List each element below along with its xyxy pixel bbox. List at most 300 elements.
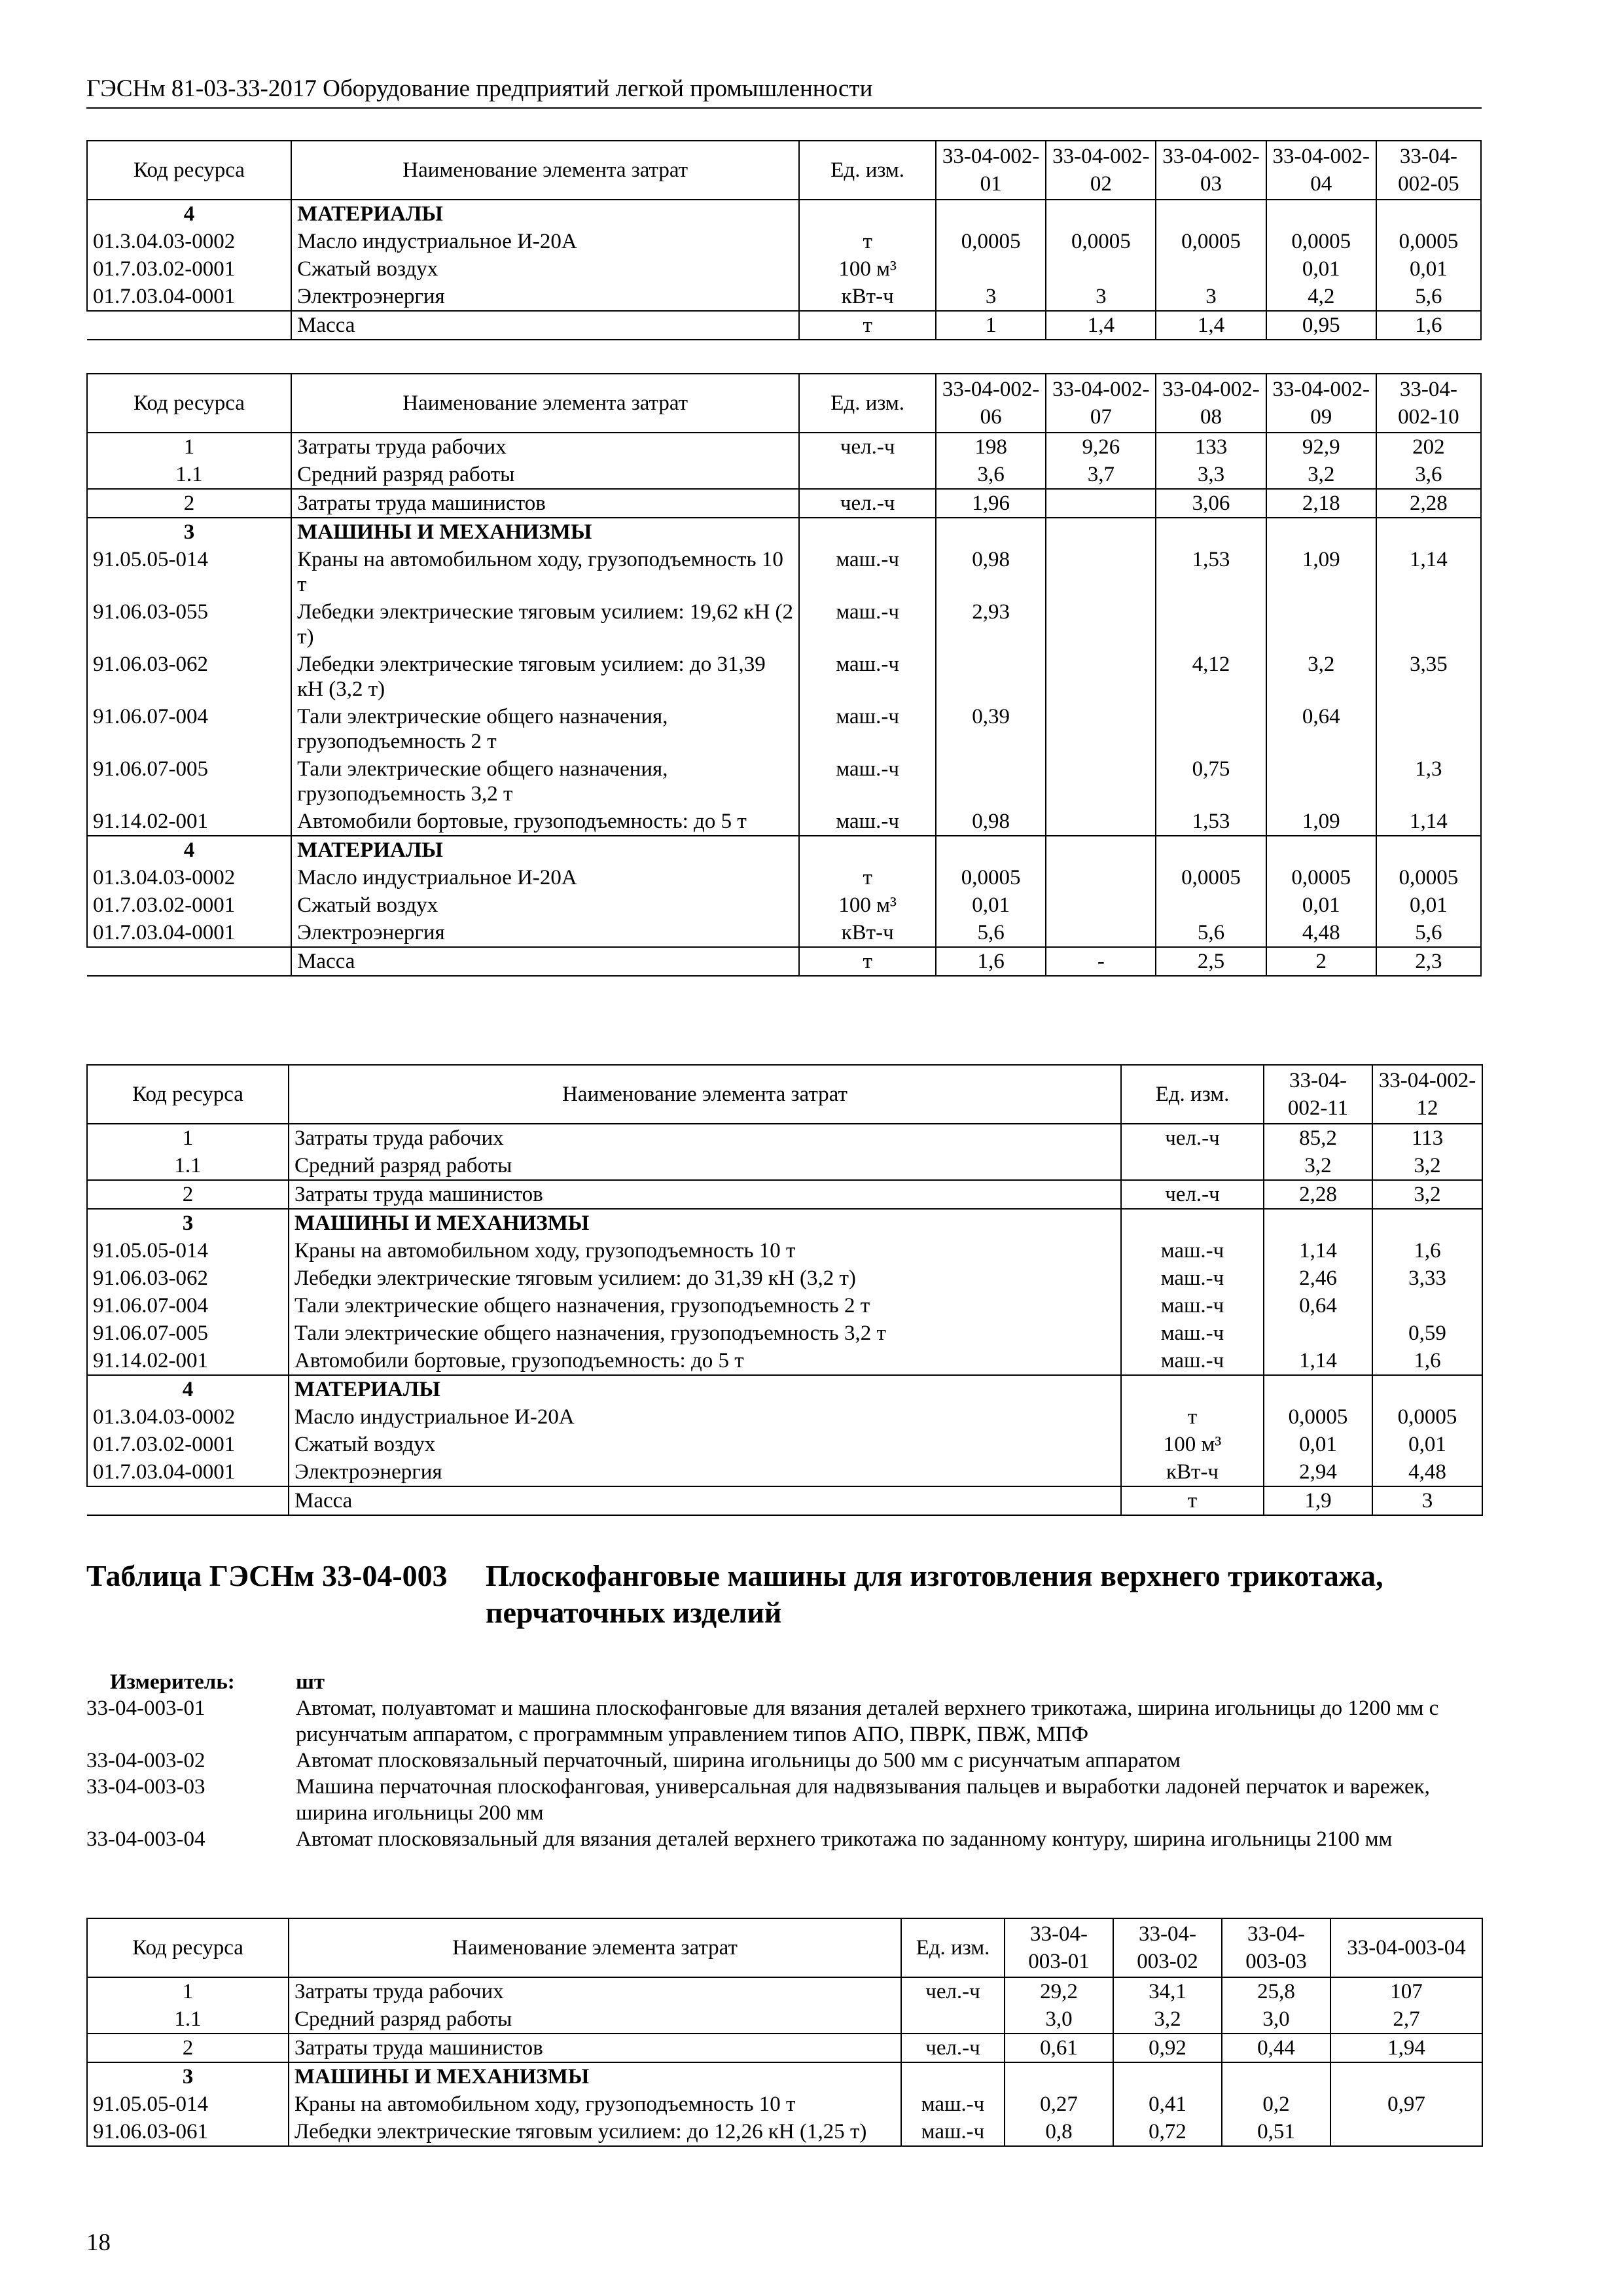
value-cell [1156, 255, 1266, 283]
resource-table-1 [86, 140, 1482, 340]
table-row [87, 2090, 1482, 2118]
table-row [87, 1403, 1482, 1431]
unit-cell: маш.-ч [799, 651, 936, 703]
resource-name: Электроэнергия [291, 919, 799, 947]
table-row [87, 808, 1481, 836]
resource-code: 91.14.02-001 [87, 1347, 289, 1375]
resource-code: 91.06.07-004 [87, 1292, 289, 1319]
resource-name: Масло индустриальное И-20А [291, 864, 799, 891]
value-cell: 3 [1156, 283, 1266, 311]
resource-code: 01.3.04.03-0002 [87, 228, 291, 255]
section-name: МАШИНЫ И МЕХАНИЗМЫ [289, 1209, 1121, 1237]
unit-cell [1121, 1209, 1264, 1237]
unit-cell: чел.-ч [1121, 1124, 1264, 1152]
header-col: 33-04-002-11 [1264, 1065, 1372, 1124]
unit-cell: маш.-ч [901, 2118, 1005, 2146]
resource-code: 01.7.03.02-0001 [87, 891, 291, 919]
value-cell: 0,0005 [1156, 228, 1266, 255]
section-header-row [87, 1375, 1482, 1403]
value-cell: 3,0 [1005, 2005, 1113, 2034]
resource-code: 01.7.03.02-0001 [87, 255, 291, 283]
value-cell: 0,0005 [1264, 1403, 1372, 1431]
value-cell: 4,48 [1266, 919, 1376, 947]
item-text: Автомат плосковязальный для вязания деталей верхнего трикотажа по заданному контуру, ширина игольницы 2100 мм [296, 1827, 1393, 1851]
value-cell: 1,4 [1156, 311, 1266, 340]
resource-name: Краны на автомобильном ходу, грузоподъемность 10 т [291, 546, 799, 598]
table-row [87, 433, 1481, 461]
resource-name: Автомобили бортовые, грузоподъемность: до 5 т [291, 808, 799, 836]
section-name: МАТЕРИАЛЫ [291, 200, 799, 228]
resource-name: Средний разряд работы [289, 2005, 901, 2034]
value-cell [1005, 2062, 1113, 2090]
value-cell [1046, 919, 1156, 947]
section-name: МАШИНЫ И МЕХАНИЗМЫ [291, 518, 799, 546]
value-cell: 2,3 [1376, 947, 1481, 976]
unit-cell [901, 2062, 1005, 2090]
value-cell: 3,2 [1264, 1152, 1372, 1180]
table-header-row [87, 1918, 1482, 1977]
value-cell: 1,53 [1156, 808, 1266, 836]
unit-cell: чел.-ч [901, 1977, 1005, 2005]
header-code: Код ресурса [87, 141, 291, 200]
table-row [87, 1292, 1482, 1319]
value-cell [936, 255, 1046, 283]
value-cell: 2,7 [1330, 2005, 1482, 2034]
value-cell: 0,64 [1266, 703, 1376, 755]
table-row [87, 2034, 1482, 2062]
resource-code: 01.7.03.04-0001 [87, 1458, 289, 1486]
resource-name: Лебедки электрические тяговым усилием: до 31,39 кН (3,2 т) [289, 1265, 1121, 1292]
value-cell [1046, 836, 1156, 864]
value-cell: 29,2 [1005, 1977, 1113, 2005]
value-cell: 1,94 [1330, 2034, 1482, 2062]
value-cell [1266, 518, 1376, 546]
measure-label: Измеритель: [110, 1670, 235, 1694]
resource-code: 1.1 [87, 1152, 289, 1180]
unit-cell [901, 2005, 1005, 2034]
value-cell [1113, 2062, 1222, 2090]
resource-code: 1.1 [87, 461, 291, 489]
value-cell [1046, 703, 1156, 755]
resource-name: Краны на автомобильном ходу, грузоподъемность 10 т [289, 2090, 901, 2118]
table-row [87, 255, 1481, 283]
value-cell [1046, 808, 1156, 836]
header-col: 33-04-002-02 [1046, 141, 1156, 200]
value-cell [1046, 755, 1156, 808]
resource-code: 01.7.03.04-0001 [87, 919, 291, 947]
table-header-row [87, 1065, 1482, 1124]
mass-row [87, 1486, 1482, 1515]
value-cell: 1,6 [1376, 311, 1481, 340]
resource-code [87, 1486, 289, 1515]
resource-name: Сжатый воздух [291, 891, 799, 919]
value-cell: 0,0005 [936, 228, 1046, 255]
unit-cell [799, 836, 936, 864]
unit-cell: маш.-ч [1121, 1237, 1264, 1265]
resource-code: 01.7.03.04-0001 [87, 283, 291, 311]
value-cell [1046, 200, 1156, 228]
value-cell: 3 [936, 283, 1046, 311]
section-code: 4 [87, 836, 291, 864]
header-name: Наименование элемента затрат [291, 374, 799, 433]
resource-table-2 [86, 373, 1482, 977]
section-header-row [87, 200, 1481, 228]
resource-code: 2 [87, 1180, 289, 1209]
table-row [87, 891, 1481, 919]
table-row [87, 1237, 1482, 1265]
value-cell [1156, 836, 1266, 864]
header-unit: Ед. изм. [799, 374, 936, 433]
value-cell: 0,41 [1113, 2090, 1222, 2118]
header-code: Код ресурса [87, 1918, 289, 1977]
value-cell: 1,09 [1266, 546, 1376, 598]
measure-description [86, 1669, 1482, 1852]
resource-code: 91.06.03-061 [87, 2118, 289, 2146]
value-cell: 2,5 [1156, 947, 1266, 976]
unit-cell: т [799, 947, 936, 976]
value-cell: 0,51 [1222, 2118, 1330, 2146]
page-header: ГЭСНм 81-03-33-2017 Оборудование предприятий легкой промышленности [86, 72, 1482, 109]
value-cell: 1,3 [1376, 755, 1481, 808]
section-header-row [87, 1209, 1482, 1237]
resource-code: 91.06.03-062 [87, 651, 291, 703]
table-row [87, 1180, 1482, 1209]
resource-name: Масса [291, 311, 799, 340]
value-cell: 0,98 [936, 808, 1046, 836]
header-col: 33-04-002-08 [1156, 374, 1266, 433]
item-code: 33-04-003-03 [86, 1775, 205, 1799]
value-cell [936, 755, 1046, 808]
value-cell: 1,4 [1046, 311, 1156, 340]
value-cell: 3,6 [1376, 461, 1481, 489]
value-cell: 202 [1376, 433, 1481, 461]
header-col: 33-04-003-01 [1005, 1918, 1113, 1977]
unit-cell: кВт-ч [799, 283, 936, 311]
value-cell: 3,2 [1266, 651, 1376, 703]
value-cell: 3,35 [1376, 651, 1481, 703]
measure-item [86, 1748, 1482, 1774]
value-cell [936, 200, 1046, 228]
measure-item [86, 1695, 1482, 1748]
value-cell: 4,48 [1372, 1458, 1482, 1486]
value-cell: 0,61 [1005, 2034, 1113, 2062]
value-cell [1046, 546, 1156, 598]
unit-cell: 100 м³ [799, 255, 936, 283]
value-cell: 25,8 [1222, 1977, 1330, 2005]
section-code: 3 [87, 2062, 289, 2090]
table-row [87, 919, 1481, 947]
value-cell: 85,2 [1264, 1124, 1372, 1152]
resource-code: 2 [87, 2034, 289, 2062]
resource-name: Тали электрические общего назначения, грузоподъемность 3,2 т [291, 755, 799, 808]
table-row [87, 1265, 1482, 1292]
header-code: Код ресурса [87, 374, 291, 433]
unit-cell: маш.-ч [1121, 1347, 1264, 1375]
resource-name: Масса [289, 1486, 1121, 1515]
value-cell [1372, 1209, 1482, 1237]
value-cell: 3 [1372, 1486, 1482, 1515]
table-row [87, 1431, 1482, 1458]
resource-name: Затраты труда машинистов [289, 1180, 1121, 1209]
value-cell: 0,0005 [1376, 228, 1481, 255]
value-cell [936, 836, 1046, 864]
value-cell [1376, 703, 1481, 755]
unit-cell: маш.-ч [1121, 1319, 1264, 1347]
resource-code: 01.3.04.03-0002 [87, 864, 291, 891]
resource-name: Масло индустриальное И-20А [289, 1403, 1121, 1431]
value-cell: 92,9 [1266, 433, 1376, 461]
unit-cell: чел.-ч [1121, 1180, 1264, 1209]
value-cell: 1,14 [1264, 1347, 1372, 1375]
header-unit: Ед. изм. [799, 141, 936, 200]
resource-code: 01.7.03.02-0001 [87, 1431, 289, 1458]
header-col: 33-04-003-04 [1330, 1918, 1482, 1977]
value-cell [1372, 1375, 1482, 1403]
resource-code: 1 [87, 1977, 289, 2005]
resource-table-3 [86, 1064, 1483, 1516]
value-cell: 1,6 [936, 947, 1046, 976]
header-col: 33-04-002-04 [1266, 141, 1376, 200]
resource-code: 91.06.03-055 [87, 598, 291, 651]
value-cell: 1,96 [936, 489, 1046, 518]
resource-code: 91.05.05-014 [87, 546, 291, 598]
value-cell: 0,27 [1005, 2090, 1113, 2118]
value-cell [1266, 836, 1376, 864]
resource-code [87, 311, 291, 340]
resource-code: 91.14.02-001 [87, 808, 291, 836]
resource-name: Затраты труда машинистов [289, 2034, 901, 2062]
value-cell [1156, 598, 1266, 651]
value-cell [936, 518, 1046, 546]
measure-item [86, 1826, 1482, 1852]
header-col: 33-04-002-07 [1046, 374, 1156, 433]
resource-code: 1.1 [87, 2005, 289, 2034]
value-cell: 0,0005 [1156, 864, 1266, 891]
unit-cell: маш.-ч [799, 598, 936, 651]
value-cell: 1,6 [1372, 1237, 1482, 1265]
value-cell: 5,6 [1156, 919, 1266, 947]
value-cell: 107 [1330, 1977, 1482, 2005]
resource-code [87, 947, 291, 976]
mass-row [87, 947, 1481, 976]
value-cell: 3,7 [1046, 461, 1156, 489]
table-row [87, 755, 1481, 808]
resource-name: Лебедки электрические тяговым усилием: до 31,39 кН (3,2 т) [291, 651, 799, 703]
value-cell [1264, 1319, 1372, 1347]
value-cell: 1 [936, 311, 1046, 340]
value-cell: 5,6 [1376, 919, 1481, 947]
value-cell [1376, 598, 1481, 651]
resource-name: Электроэнергия [291, 283, 799, 311]
value-cell [1266, 200, 1376, 228]
value-cell: 3,06 [1156, 489, 1266, 518]
resource-code: 01.3.04.03-0002 [87, 1403, 289, 1431]
header-col: 33-04-002-10 [1376, 374, 1481, 433]
mass-row [87, 311, 1481, 340]
value-cell [1156, 891, 1266, 919]
value-cell: 0,92 [1113, 2034, 1222, 2062]
value-cell: 0,98 [936, 546, 1046, 598]
value-cell: 3,6 [936, 461, 1046, 489]
unit-cell: кВт-ч [1121, 1458, 1264, 1486]
table-row [87, 2118, 1482, 2146]
value-cell: 3,2 [1372, 1180, 1482, 1209]
table-row [87, 228, 1481, 255]
unit-cell: чел.-ч [799, 433, 936, 461]
unit-cell: т [799, 864, 936, 891]
value-cell: 2,28 [1264, 1180, 1372, 1209]
value-cell: 1,6 [1372, 1347, 1482, 1375]
value-cell: 2,18 [1266, 489, 1376, 518]
unit-cell: чел.-ч [901, 2034, 1005, 2062]
header-code: Код ресурса [87, 1065, 289, 1124]
value-cell [1222, 2062, 1330, 2090]
value-cell: 3,2 [1372, 1152, 1482, 1180]
table-row [87, 1152, 1482, 1180]
value-cell [1330, 2118, 1482, 2146]
value-cell: 0,64 [1264, 1292, 1372, 1319]
table-heading: Плоскофанговые машины для изготовления верхнего трикотажа, перчаточных изделий [486, 1559, 1383, 1629]
value-cell: 0,01 [1264, 1431, 1372, 1458]
value-cell: 0,97 [1330, 2090, 1482, 2118]
unit-cell: маш.-ч [799, 703, 936, 755]
value-cell: 3 [1046, 283, 1156, 311]
header-col: 33-04-002-12 [1372, 1065, 1482, 1124]
value-cell [1046, 891, 1156, 919]
value-cell [1266, 755, 1376, 808]
value-cell [1046, 864, 1156, 891]
table-row [87, 1319, 1482, 1347]
value-cell [1330, 2062, 1482, 2090]
table-row [87, 598, 1481, 651]
value-cell: 0,39 [936, 703, 1046, 755]
value-cell: 2,94 [1264, 1458, 1372, 1486]
table-number: Таблица ГЭСНм 33-04-003 [86, 1559, 448, 1592]
resource-code: 91.05.05-014 [87, 1237, 289, 1265]
unit-cell: т [1121, 1486, 1264, 1515]
table-row [87, 283, 1481, 311]
value-cell [1046, 598, 1156, 651]
resource-code: 91.06.07-005 [87, 1319, 289, 1347]
page-number: 18 [86, 2229, 111, 2256]
value-cell: 0,0005 [1266, 228, 1376, 255]
value-cell: 2,28 [1376, 489, 1481, 518]
unit-cell [799, 200, 936, 228]
value-cell [1046, 651, 1156, 703]
header-name: Наименование элемента затрат [289, 1918, 901, 1977]
section-code: 4 [87, 1375, 289, 1403]
value-cell [1376, 836, 1481, 864]
value-cell: 0,8 [1005, 2118, 1113, 2146]
value-cell: 0,95 [1266, 311, 1376, 340]
unit-cell: чел.-ч [799, 489, 936, 518]
resource-table-4 [86, 1918, 1483, 2147]
header-col: 33-04-003-03 [1222, 1918, 1330, 1977]
unit-cell: маш.-ч [799, 755, 936, 808]
resource-name: Тали электрические общего назначения, грузоподъемность 2 т [291, 703, 799, 755]
unit-cell: т [799, 311, 936, 340]
value-cell: 4,2 [1266, 283, 1376, 311]
unit-cell [799, 518, 936, 546]
unit-cell: кВт-ч [799, 919, 936, 947]
item-text: Машина перчаточная плоскофанговая, универсальная для надвязывания пальцев и выработки ладоней перчаток и варежек, ширина игольницы 200 мм [296, 1775, 1430, 1825]
header-col: 33-04-002-06 [936, 374, 1046, 433]
value-cell: 1,14 [1376, 808, 1481, 836]
value-cell: 0,2 [1222, 2090, 1330, 2118]
value-cell: 0,0005 [936, 864, 1046, 891]
value-cell [1376, 200, 1481, 228]
value-cell: 133 [1156, 433, 1266, 461]
value-cell: 0,0005 [1372, 1403, 1482, 1431]
resource-name: Средний разряд работы [289, 1152, 1121, 1180]
value-cell: 5,6 [1376, 283, 1481, 311]
value-cell: 0,44 [1222, 2034, 1330, 2062]
resource-name: Сжатый воздух [289, 1431, 1121, 1458]
resource-name: Краны на автомобильном ходу, грузоподъемность 10 т [289, 1237, 1121, 1265]
value-cell: 2,46 [1264, 1265, 1372, 1292]
unit-cell [1121, 1375, 1264, 1403]
resource-name: Лебедки электрические тяговым усилием: до 12,26 кН (1,25 т) [289, 2118, 901, 2146]
value-cell: 3,2 [1266, 461, 1376, 489]
value-cell: 4,12 [1156, 651, 1266, 703]
table-row [87, 489, 1481, 518]
table-row [87, 1124, 1482, 1152]
unit-cell: 100 м³ [1121, 1431, 1264, 1458]
resource-name: Затраты труда рабочих [291, 433, 799, 461]
value-cell: 9,26 [1046, 433, 1156, 461]
section-code: 3 [87, 1209, 289, 1237]
table-row [87, 651, 1481, 703]
item-code: 33-04-003-04 [86, 1827, 205, 1851]
table-row [87, 1347, 1482, 1375]
value-cell: 113 [1372, 1124, 1482, 1152]
value-cell [1264, 1375, 1372, 1403]
resource-name: Затраты труда машинистов [291, 489, 799, 518]
resource-code: 91.06.07-004 [87, 703, 291, 755]
value-cell: 34,1 [1113, 1977, 1222, 2005]
header-col: 33-04-002-05 [1376, 141, 1481, 200]
value-cell [1156, 200, 1266, 228]
section-header-row [87, 836, 1481, 864]
table-row [87, 703, 1481, 755]
resource-code: 2 [87, 489, 291, 518]
header-col: 33-04-002-01 [936, 141, 1046, 200]
header-unit: Ед. изм. [1121, 1065, 1264, 1124]
resource-name: Автомобили бортовые, грузоподъемность: до 5 т [289, 1347, 1121, 1375]
unit-cell: маш.-ч [799, 546, 936, 598]
unit-cell: т [1121, 1403, 1264, 1431]
unit-cell: маш.-ч [1121, 1292, 1264, 1319]
section-code: 4 [87, 200, 291, 228]
value-cell: 0,01 [1376, 891, 1481, 919]
value-cell: - [1046, 947, 1156, 976]
table-row [87, 546, 1481, 598]
header-name: Наименование элемента затрат [291, 141, 799, 200]
table-row [87, 2005, 1482, 2034]
section-header-row [87, 518, 1481, 546]
value-cell [1046, 518, 1156, 546]
value-cell: 0,0005 [1046, 228, 1156, 255]
resource-code: 91.06.07-005 [87, 755, 291, 808]
header-col: 33-04-003-02 [1113, 1918, 1222, 1977]
section-header-row [87, 2062, 1482, 2090]
value-cell: 0,75 [1156, 755, 1266, 808]
value-cell [1372, 1292, 1482, 1319]
unit-cell: маш.-ч [1121, 1265, 1264, 1292]
header-col: 33-04-002-03 [1156, 141, 1266, 200]
value-cell: 1,14 [1376, 546, 1481, 598]
value-cell [1156, 703, 1266, 755]
